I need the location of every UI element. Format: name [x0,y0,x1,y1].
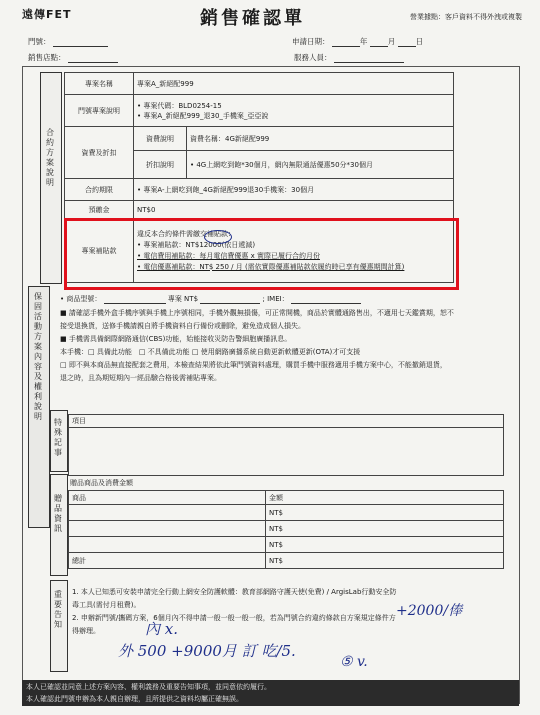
service-staff-blank[interactable] [334,54,404,63]
tariff-desc-value: 資費名稱：4G新絕配999 [187,127,454,151]
gift-item-cell[interactable] [69,521,266,537]
notes-table [68,414,504,476]
contract-value: • 專案A-上網吃到飽_4G新絕配999退30手機案：30個月 [134,179,454,201]
model-line [60,294,500,304]
month-blank[interactable] [370,38,388,47]
handwritten-circle [204,230,232,244]
subsidy-line: • 專案補貼款：NT$12000(依日遞減) [137,240,256,249]
imei-label: ; IMEI： [262,295,289,303]
door-desc-line: • 專案代碼：BLD0254-15 [137,101,222,110]
notes-item-label: 項目 [69,415,504,428]
project-name-label: 專案名稱 [65,73,134,95]
plan-side-label: 合約方案說明 [46,128,54,187]
apply-date-field[interactable] [292,36,423,47]
device-section [60,294,500,385]
handwritten-note-3: 外 500 +9000月 訂 吃/5. [118,642,296,660]
discount-label: 折扣說明 [134,151,187,179]
apply-date-label: 申請日期： [292,37,330,46]
copy-note: 營業據點：客戶資料不得外洩或複製 [410,13,522,21]
model-value: 專案 NT$ [167,295,199,303]
footer-line: 本人已確認並同意上述方案內容、權利義務及重要告知事項，並同意依約履行。 [26,683,271,691]
prepay-label: 預繳金 [65,201,134,219]
footer-band [22,680,519,706]
handwritten-note-2: 內 x. [145,620,178,638]
day-label: 日 [415,37,424,46]
device-line: □ 即不與本商品無直接配套之費用，本檢查結果將依此筆門號資料處理，購買手機中服務適用手機方案中心，不能撤銷退貨， [60,361,447,369]
gift-title: 贈品商品及消費金額 [70,479,133,487]
company-logo: 遠傳FET [22,8,72,21]
gift-table [68,490,504,569]
gift-col-item: 商品 [69,491,266,505]
gift-amount-cell: NT$ [266,537,504,553]
subsidy-label: 專案補貼款 [65,219,134,283]
highlight-box [64,218,459,290]
notice-side-label: 重要告知 [54,590,62,629]
device-line: 接受退換貨，送修手機請親自將手機資料自行備份或刪除，避免造成個人損失。 [60,322,305,330]
device-side-label: 保固活動方案內容及權利說明 [34,292,42,421]
device-line: ■ 請確認手機外盒手機序號與手機上序號相同，手機外觀無損傷，可正常開機，商品於實體通路售出，不適用七天鑑賞期，恕不 [60,309,454,317]
subsidy-line: • 電信優惠補貼款：NT$ 250 / 月 (需依實際優惠補貼款依履約時已享有優惠期間計算) [137,262,405,271]
year-blank[interactable] [332,38,360,47]
gift-amount-cell: NT$ [266,521,504,537]
contract-label: 合約期限 [65,179,134,201]
tariff-desc-label: 資費說明 [134,127,187,151]
store-label: 門號： [28,37,51,46]
notice-line: 1. 本人已知悉可安裝申請完全行動上網安全防護軟體：教育部網路守護天使(免費) / ArgisLab行動安全防毒工具(需付月租費)。 [72,588,397,609]
price-blank[interactable] [200,295,260,304]
service-staff-field[interactable] [294,52,404,63]
model-label: • 商品型號： [60,295,102,303]
footer-line: 本人確認此門號申辦為本人親自辦理，且所提供之資料均屬正確無誤。 [26,695,243,703]
tariff-label: 資費及折扣 [65,127,134,179]
gift-amount-cell: NT$ [266,505,504,521]
door-desc-cell [134,95,454,127]
store-blank[interactable] [53,38,108,47]
model-blank[interactable] [104,295,166,304]
gift-total-label: 總計 [69,553,266,569]
door-desc-line: • 專案A_新絕配999_退30_手機案_亞亞說 [137,111,269,120]
notes-blank[interactable] [69,428,504,476]
sales-point-field[interactable] [28,52,118,63]
notice-line: 2. 申辦新門號/攜碼方案，6個月內不得申請一般一般一般一般，若為門號合約違約條款自方案規定條件方得辦理。 [72,614,396,635]
store-field[interactable] [28,36,108,47]
discount-value: • 4G上網吃到飽*30個月，網內無限通話優惠50分*30個月 [187,151,454,179]
door-desc-label: 門號專案說明 [65,95,134,127]
year-label: 年 [359,37,368,46]
page-title: 銷售確認單 [200,8,305,29]
device-line: ■ 手機需具備網際網路通信(CBS)功能，始能接收災防告警細胞廣播訊息。 [60,335,292,343]
gift-item-cell[interactable] [69,505,266,521]
month-label: 月 [387,37,396,46]
gift-side-label: 贈品資訊 [54,494,62,533]
subsidy-line: • 電信費用補貼款：每月電信費優惠 x 實際已履行合約月份 [137,251,320,260]
sales-point-label: 銷售店點： [28,53,66,62]
project-name-value: 專案A_新絕配999 [134,73,454,95]
gift-col-amount: 金額 [266,491,504,505]
device-line: 本手機：□ 具備此功能 □ 不具備此功能 □ 使用網路廣播系統自動更新軟體更新(OTA)才可支援 [60,348,361,356]
prepay-value: NT$0 [134,201,454,219]
imei-blank[interactable] [291,295,361,304]
service-staff-label: 服務人員： [294,53,332,62]
handwritten-note-4: ⑤ v. [340,654,368,670]
day-blank[interactable] [398,38,416,47]
notes-side-label: 特殊記事 [54,418,62,457]
notice-text [72,586,402,638]
gift-total-value: NT$ [266,553,504,569]
device-line: 退之時，且為期短期內一經品驗合格後需補貼專案。 [60,374,221,382]
subsidy-line: 違反本合約條件需繳交補貼款： [137,229,235,238]
sales-point-blank[interactable] [68,54,118,63]
handwritten-note-1: +2000/俸 [396,603,463,619]
gift-item-cell[interactable] [69,537,266,553]
